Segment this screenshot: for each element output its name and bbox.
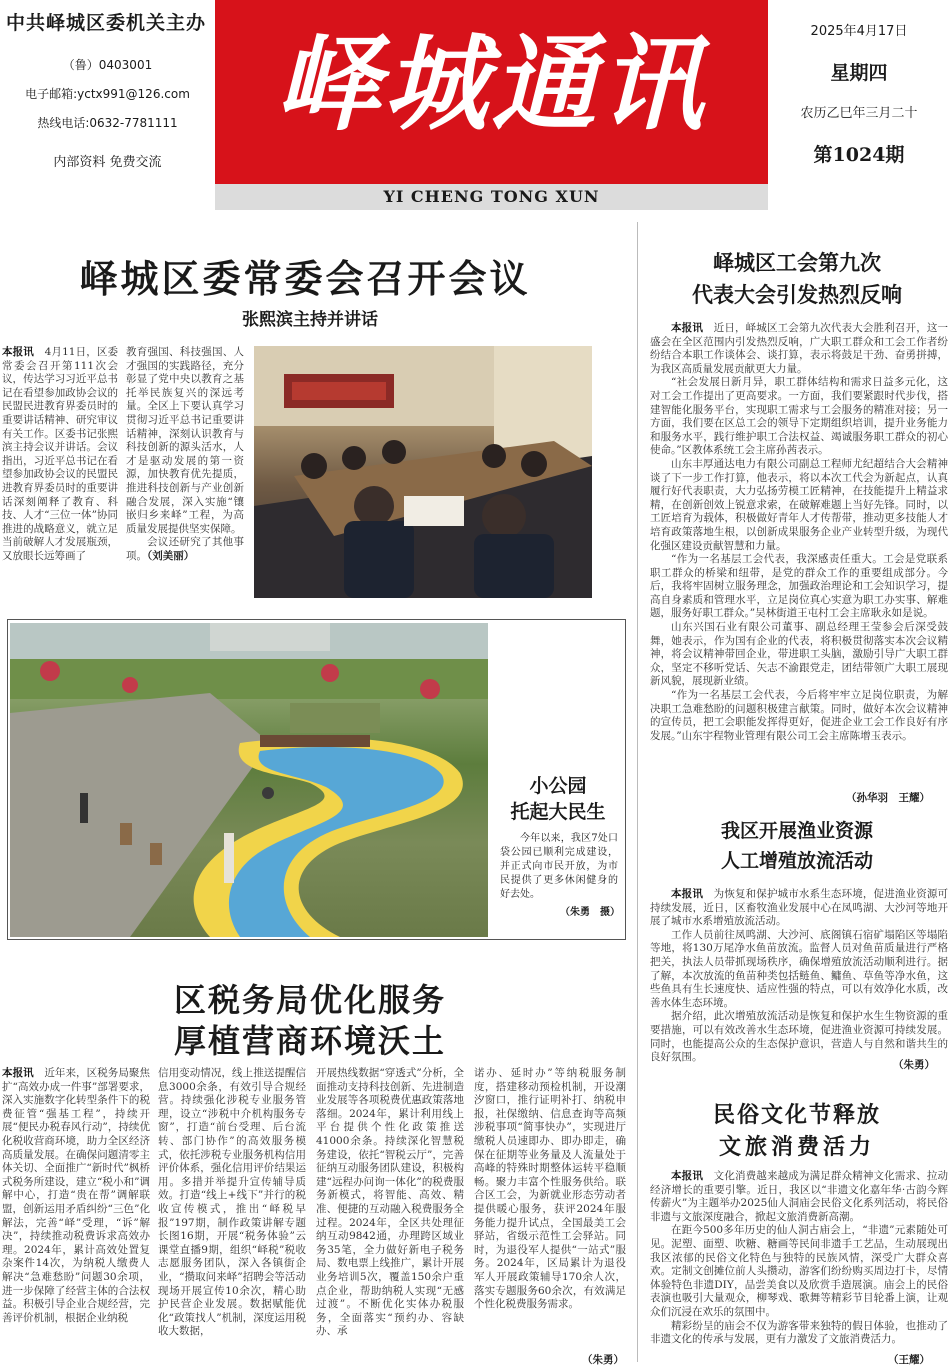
article5-p1: 文化消费越来越成为满足群众精神文化需求、拉动经济增长的重要引擎。近日，我区以“非遗文化嘉年华·古韵今辉传薪火”为主题举办2025仙人洞庙会民俗文化系列活动，将民俗非遗与文旅深度融合，掀起文旅消费新高潮。	[650, 1170, 949, 1223]
park-title-line1: 小公园	[529, 775, 587, 797]
meeting-photo	[254, 346, 592, 598]
article1-col1	[2, 346, 118, 602]
newspaper-title: 峄城通讯	[275, 22, 708, 145]
article3-p2: “社会发展日新月异，职工群体结构和需求日益多元化，这对工会工作提出了更高要求。一方面，我们要紧跟时代步伐，搭建智能化服务平台，实现职工需求与工会服务的精准对接；另一方面，我们要在区总工会的领导下定期组织培训，提升业务能力和服务水平，践行维护职工合法权益、竭诚服务职工群众的初心使命。”区教体系统工会主席孙茜表示。	[650, 376, 948, 457]
license-number: （鲁）0403001	[62, 58, 153, 72]
article5-lead: 本报讯	[671, 1170, 703, 1182]
weekday: 星期四	[830, 62, 888, 84]
article4-headline-line2: 人工增殖放流活动	[720, 850, 873, 872]
article3-p1: 近日，峄城区工会第九次代表大会胜利召开，这一盛会在全区范围内引发热烈反响，广大职工群众和工会工作者纷纷结合本职工作谈体会、谈打算，表示将鼓足干劲、奋勇拼搏，为我区高质量发展贡献更大力量。	[650, 322, 949, 375]
park-caption: 今年以来，我区7处口袋公园已顺利完成建设，并正式向市民开放，为市民提供了更多休闲健身的好去处。	[500, 833, 618, 900]
article3-p3: 山东丰厚通达电力有限公司副总工程师尤纪超结合大会精神谈了下一步工作打算，他表示，将以本次工代会为新起点，认真履行好代表职责，大力弘扬劳模工匠精神，在技能提升上精益求精，在创新创效上锐意求索，在破解难题上当好先锋。同时，以工匠培育为载体，积极做好青年人才传帮带，推动更多技能人才培育政策落地生根，以创新成果服务企业产业转型升级，为现代化强区建设贡献智慧和力量。	[650, 457, 948, 552]
article5-headline-line2: 文旅消费活力	[718, 1134, 875, 1160]
article2-text1: 近年来，区税务局聚焦扩“高效办成一件事”部署要求，深入实施数字化转型条件下的税费征管“强基工程”，持续开展“便民办税春风行动”，持续优化税收营商环境，助力全区经济高质量发展。在确保问题清零主体关切、全面推广“新时代”枫桥式税务所建设，建立“税小和”调解中心，打造“贵在帮”调解联盟，创新运用矛盾纠纷“三色”化解法，完善“峄”受理，“诉”解决”，持续推动税费诉求高效办理。2024年，累计高效处置复杂案件14次，为纳税人缴费人解决“急难愁盼”问题30余项，进一步保障了经营主体的合法权益。积极引导企业合规经营，完善评价机制，根据企业纳税	[2, 1067, 151, 1324]
article3-credit: （孙华羽 王耀）	[846, 792, 930, 804]
article1-col2	[126, 346, 244, 602]
organizer: 中共峄城区委机关主办	[6, 12, 207, 34]
lunar-date: 农历乙巳年三月二十	[800, 106, 918, 121]
article3-headline-line2: 代表大会引发热烈反响	[692, 282, 902, 307]
article2-text3: 开展热线数据“穿透式”分析，全面推动支持科技创新、先进制造业发展等各项税费优惠政策落地落细。2024年，累计利用线上平台提供个性化政策推送41000余条。持续深化智慧税务建设，依托“智税云厅”，完善征纳互动服务团队建设，积极构建“远程办问询一体化”的税费服务新模式，将智能、高效、精准、便捷的互动融入税费服务全过程。2024年，全区共处理征纳互动9842通，办理跨区域业务35笔，全力做好新电子税务局、数电票上线推广，累计开展业务培训5次，覆盖150余户重点企业，帮助纳税人实现“无感过渡”。不断优化实体办税服务，全面落实“预约办、容缺办、承	[316, 1067, 464, 1338]
article2-text2: 信用变动情况，线上推送提醒信息3000余条，有效引导合规经营。持续强化涉税专业服务管理，设立“涉税中介机构服务专窗”，打造“前台受理、后台流转、部门协作”的高效服务模式，依托涉税专业服务机构信用评价体系，强化信用评价结果运用。多措并举提升宣传辅导质效。打造“线上+线下”并行的税收宣传模式，推出“峄税早报”197期，制作政策讲解专题长图16期，开展“税务体验”云课堂直播9期，组织“峄税”税收志愿服务团队，深入各镇街企业，“攒取问来峄”招聘会等活动现场开展宣传10余次，精心助护民营企业发展。数据赋能优化“政策找人”机制，深度运用税收大数据，	[158, 1067, 306, 1338]
park-photo	[10, 623, 488, 937]
article5-body	[650, 1170, 948, 1350]
article5-headline-line1: 民俗文化节释放	[712, 1102, 881, 1128]
article2-credit: （朱勇）	[582, 1354, 624, 1366]
article2-col4	[474, 1067, 626, 1352]
article4-headline-line1: 我区开展渔业资源	[720, 820, 873, 842]
article4-lead: 本报讯	[671, 888, 703, 900]
article3-p6: “作为一名基层工会代表，今后将牢牢立足岗位职责，为解决职工急难愁盼的问题积极建言献策。同时，做好本次会议精神的宣传员，把工会职能发挥得更好，促进企业工会工作良好有序发展。”山东宇程物业管理有限公司工会主席陈增玉表示。	[650, 689, 948, 742]
article1-lead: 本报讯	[2, 346, 34, 358]
article4-p1: 为恢复和保护城市水系生态环境，促进渔业资源可持续发展，近日，区畜牧渔业发展中心在凤鸣湖、大沙河等地开展了城市水系增殖放流活动。	[650, 888, 949, 928]
article4-credit: （朱勇）	[893, 1059, 935, 1071]
article3-p5: 山东兴国石业有限公司董事、副总经理王莹参会后深受鼓舞，她表示，作为国有企业的代表，将积极贯彻落实本次会议精神，将会议精神带回企业，带进职工头脑，激励引导广大职工群众，坚定不移听党话、矢志不渝跟党走，团结带领广大职工展现新风貌，展现新业绩。	[650, 621, 948, 688]
masthead-right	[768, 0, 950, 184]
article2-headline-line2: 厚植营商环境沃土	[173, 1022, 446, 1060]
masthead-left	[0, 0, 215, 184]
masthead-banner	[215, 0, 768, 184]
article1-headline: 峄城区委常委会召开会议	[79, 256, 531, 301]
article1-subtitle: 张熙滨主持并讲话	[242, 310, 378, 330]
pinyin-title: YI CHENG TONG XUN	[215, 184, 768, 210]
article3-headline-line1: 峄城区工会第九次	[713, 250, 881, 275]
article5-p2: 在距今500多年历史的仙人洞古庙会上，“非遗”元素随处可见。泥塑、面塑、吹糖、糖画等民间非遗手工艺品，生动展现出我区浓郁的民俗文化特色与独特的民族风情，深受广大群众喜欢。定制文创摊位前人头攒动，游客们纷纷购买周边打卡，尽情体验特色非遗DIY，品尝美食以及欣赏手造展演。庙会上的民俗表演也吸引大量观众，柳琴戏、歌舞等精彩节目轮番上演，让观众们沉浸在欢乐的氛围中。	[650, 1224, 948, 1318]
article3-p4: “作为一名基层工会代表，我深感责任重大。工会是党联系职工群众的桥梁和纽带，是党的群众工作的重要组成部分。今后，我将牢固树立服务理念，加强政治理论和工会知识学习，提高自身素质和管理水平，立足岗位真心实意为职工办实事、解难题，服务好职工群众。”吴林街道王屯村工会主席耿永如是说。	[650, 553, 948, 620]
article1-text1: 4月11日，区委常委会召开第111次会议，传达学习习近平总书记在看望参加政协会议的民盟民进教育界委员时的重要讲话精神、研究审议有关工作。区委书记张熙滨主持会议并讲话。会议指出，习近平总书记在看望参加政协会议的民盟民进教育界委员时的重要讲话深刻阐释了教育、科技、人才“三位一体”协同推进的战略意义，就立足当前破解人才发展瓶颈，又放眼长远筹画了	[2, 346, 119, 562]
park-photo-illustration	[10, 623, 488, 937]
article2-col2	[158, 1067, 306, 1365]
meeting-photo-illustration	[254, 346, 592, 598]
email: 电子邮箱:yctx991@126.com	[25, 87, 190, 101]
article2-col3	[316, 1067, 464, 1365]
article5-p3: 精彩纷呈的庙会不仅为游客带来独特的假日体验，也推动了非遗文化的传承与发展，更有力激发了文旅消费活力。	[650, 1319, 948, 1346]
article1-end: 会议还研究了其他事项。	[126, 536, 244, 562]
column-divider	[637, 222, 638, 1362]
article1-text2: 教育强国、科技强国、人才强国的实践路径，充分彰显了党中央以教育之基托举民族复兴的深远考量。全区上下要认真学习贯彻习近平总书记重要讲话精神，深刻认识教育与科技创新的源头活水，人才是驱动发展的第一资源，加快教育优先提质，推进科技创新与产业创新融合发展，深入实施“镶嵌归乡来峄”工程，为高质量发展提供坚实保障。	[126, 346, 244, 535]
park-caption-block	[500, 832, 618, 902]
distribution-note: 内部资料 免费交流	[53, 155, 162, 170]
article3-body	[650, 322, 948, 790]
park-title-line2: 托起大民生	[510, 801, 606, 823]
article4-body	[650, 888, 949, 1064]
issue-date: 2025年4月17日	[810, 24, 908, 39]
article5-credit: （王耀）	[888, 1354, 930, 1366]
article2-text4: 诺办、延时办”等纳税服务制度，搭建移动预检机制，开设潮汐窗口，推行证明补打、纳税申报，社保缴纳、信息查询等高频涉税事项“简事快办”，实现进厅缴税人员速即办、即办即走，确保在征期等业务量及人流量处于高峰的特殊时期整体运转平稳顺畅。聚力丰富个性服务供给。联合区工会，为新就业形态劳动者提供暖心服务，获评2024年服务能力提升试点，全国最美工会驿站，省级示范性工会驿站。同时，为退役军人提供“一站式”服务。2024年，区局累计为退役军人开展政策辅导170余人次，落实专题服务60余次，有效满足个性化税费服务需求。	[474, 1067, 626, 1311]
article2-col1	[2, 1067, 150, 1365]
park-credit: （朱勇 摄）	[560, 907, 620, 918]
article1-credit: （刘美丽）	[147, 549, 195, 562]
article3-lead: 本报讯	[671, 322, 703, 334]
article4-p2: 工作人员前往凤鸣湖、大沙河、底阁镇石宿矿塌陷区等塌陷等地，将130万尾净水鱼苗放流。监督人员对鱼苗质量进行严格把关，执法人员带抓现场秩序，确保增殖放流活动顺利进行。据了解，本次放流的鱼苗种类包括鲢鱼、鳙鱼、草鱼等净水鱼，这些鱼具有生长速度快、适应性强的特点，可以有效净化水质，改善水体生态环境。	[650, 928, 948, 1009]
issue-number: 第1024期	[813, 144, 905, 166]
article2-lead: 本报讯	[2, 1067, 34, 1079]
article2-headline-line1: 区税务局优化服务	[173, 981, 446, 1019]
phone: 热线电话:0632-7781111	[37, 116, 178, 130]
article4-p3: 据介绍，此次增殖放流活动是恢复和保护水生生物资源的重要措施，可以有效改善水生态环境，促进渔业资源可持续发展。同时，也能提高公众的生态保护意识，营造人与自然和谐共生的良好氛围。	[650, 1010, 948, 1064]
